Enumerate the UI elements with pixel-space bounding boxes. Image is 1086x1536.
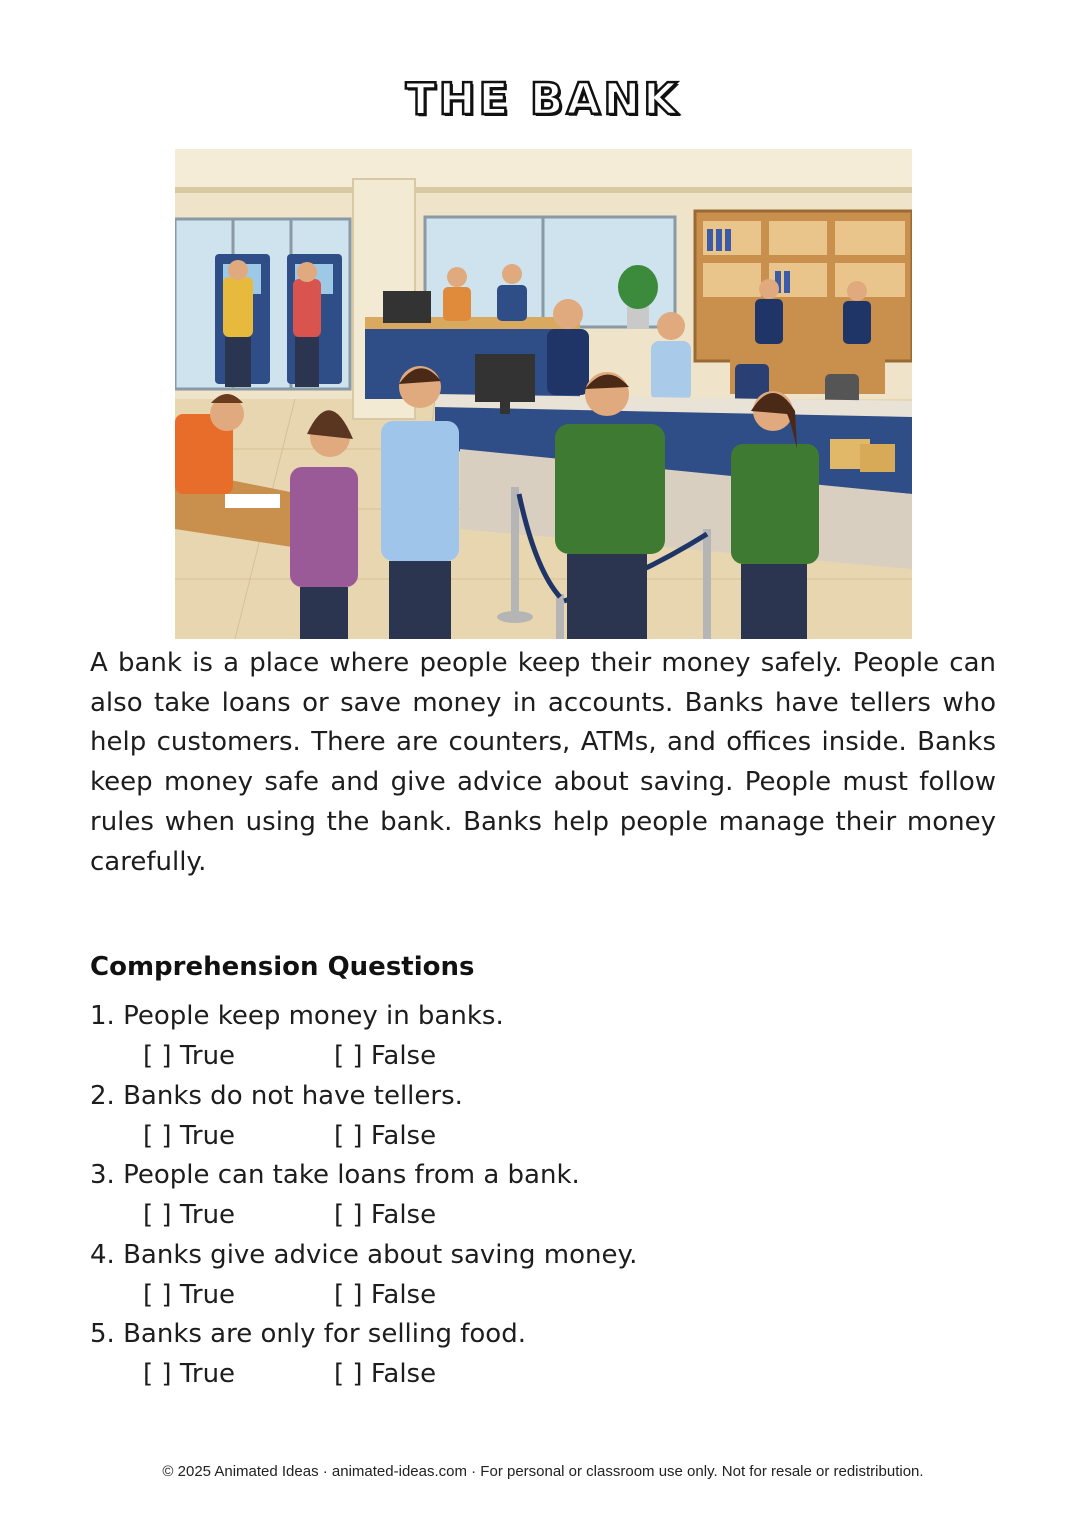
question-item	[90, 996, 990, 1076]
question-text: 1. People keep money in banks.	[90, 1001, 504, 1031]
question-text: 4. Banks give advice about saving money.	[90, 1239, 638, 1270]
false-checkbox[interactable]: [ ] False	[334, 1200, 437, 1230]
false-checkbox[interactable]: [ ] False	[334, 1120, 437, 1151]
false-checkbox[interactable]: [ ] False	[334, 1279, 437, 1310]
copyright-footer: © 2025 Animated Ideas · animated-ideas.com · For personal or classroom use only. Not for resale or redistribution.	[162, 1463, 924, 1480]
questions-list	[90, 996, 990, 1394]
true-checkbox[interactable]: [ ] True	[143, 1200, 236, 1230]
question-item	[90, 1155, 990, 1235]
question-text: 5. Banks are only for selling food.	[90, 1319, 526, 1349]
question-item	[90, 1076, 990, 1156]
question-item	[90, 1314, 990, 1394]
true-checkbox[interactable]: [ ] True	[143, 1279, 236, 1310]
true-checkbox[interactable]: [ ] True	[143, 1359, 236, 1389]
false-checkbox[interactable]: [ ] False	[334, 1041, 437, 1071]
true-checkbox[interactable]: [ ] True	[143, 1120, 236, 1151]
true-checkbox[interactable]: [ ] True	[143, 1041, 236, 1071]
question-item	[90, 1235, 990, 1315]
question-text: 3. People can take loans from a bank.	[90, 1160, 580, 1190]
page-title: THE BANK	[405, 74, 681, 125]
reading-passage: A bank is a place where people keep their money safely. People can also take loans or save money in accounts. Banks have tellers who help customers. There are counters, ATMs, and offices inside. Banks keep money safe and give advice about saving. People must follow rules when using the bank. Banks help people manage their money carefully.	[90, 648, 996, 877]
bank-illustration	[175, 149, 912, 639]
question-text: 2. Banks do not have tellers.	[90, 1080, 463, 1111]
questions-heading: Comprehension Questions	[90, 952, 475, 982]
false-checkbox[interactable]: [ ] False	[334, 1359, 437, 1389]
